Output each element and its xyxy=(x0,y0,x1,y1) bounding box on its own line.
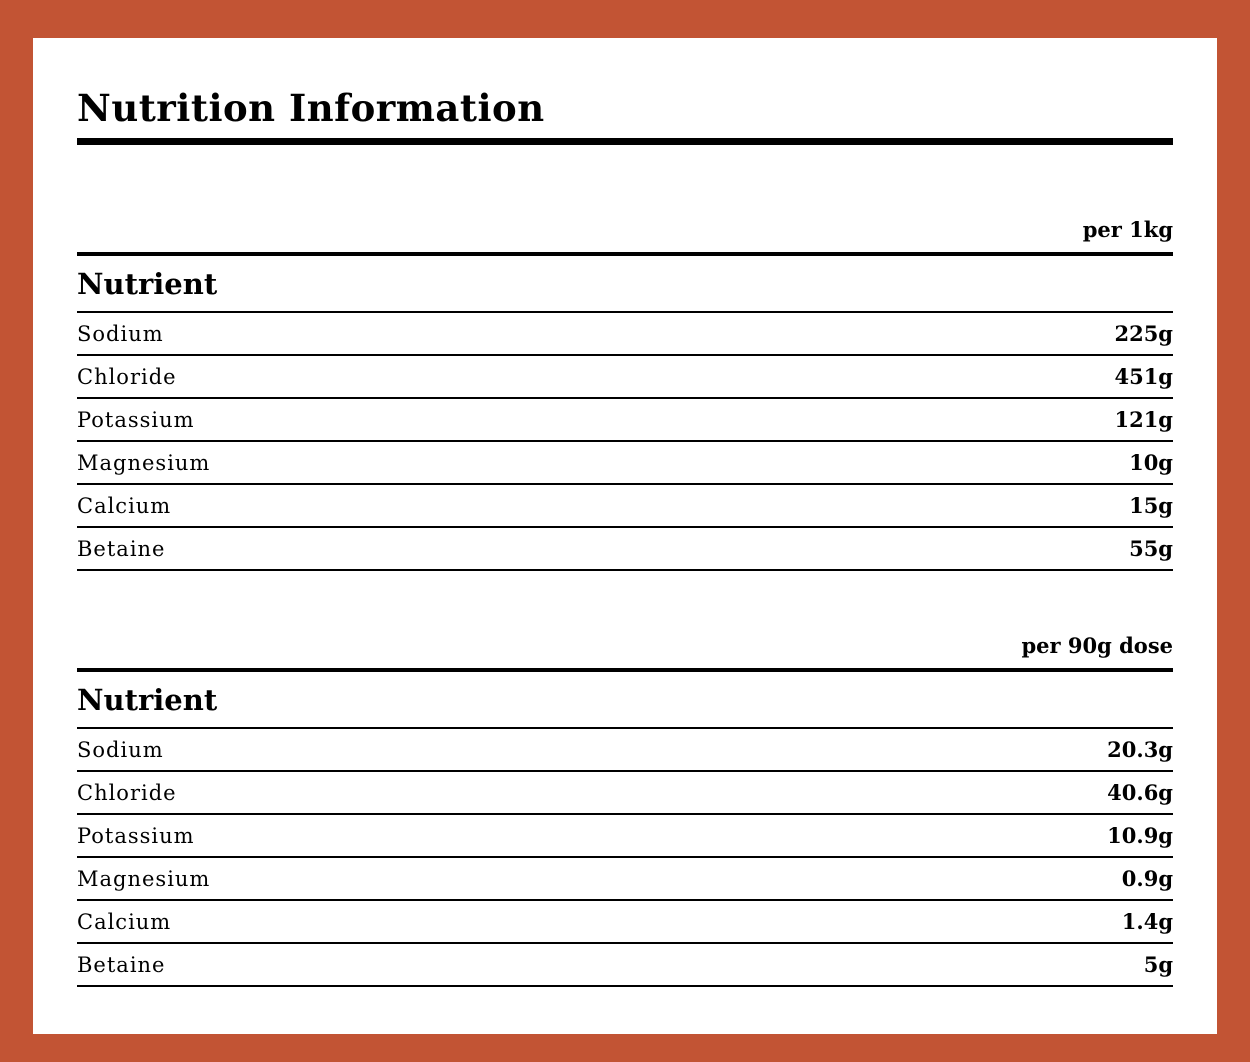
nutrient-name: Betaine xyxy=(77,537,166,561)
table-row xyxy=(77,442,1173,485)
nutrient-value: 20.3g xyxy=(1107,737,1173,762)
nutrient-name: Potassium xyxy=(77,408,195,432)
per-unit-label: per 90g dose xyxy=(1021,633,1173,658)
page-title: Nutrition Information xyxy=(77,86,545,130)
nutrient-value: 55g xyxy=(1129,536,1173,561)
table-header-divider xyxy=(77,668,1173,672)
nutrient-name: Chloride xyxy=(77,365,177,389)
nutrient-value: 40.6g xyxy=(1107,780,1173,805)
nutrient-value: 10.9g xyxy=(1107,823,1173,848)
per-unit-label: per 1kg xyxy=(1082,217,1173,242)
nutrient-name: Magnesium xyxy=(77,451,211,475)
nutrient-column-header: Nutrient xyxy=(77,267,218,301)
title-divider xyxy=(77,138,1173,145)
nutrient-value: 5g xyxy=(1143,952,1173,977)
table-row xyxy=(77,399,1173,442)
nutrient-name: Calcium xyxy=(77,910,172,934)
nutrient-name: Chloride xyxy=(77,781,177,805)
table-row xyxy=(77,901,1173,944)
nutrient-value: 15g xyxy=(1129,493,1173,518)
nutrient-value: 1.4g xyxy=(1121,909,1173,934)
nutrient-column-header: Nutrient xyxy=(77,683,218,717)
nutrient-name: Betaine xyxy=(77,953,166,977)
nutrient-name: Calcium xyxy=(77,494,172,518)
nutrient-name: Sodium xyxy=(77,322,164,346)
table-row xyxy=(77,815,1173,858)
table-row xyxy=(77,485,1173,528)
table-row xyxy=(77,313,1173,356)
nutrient-name: Sodium xyxy=(77,738,164,762)
nutrient-value: 0.9g xyxy=(1121,866,1173,891)
table-row xyxy=(77,944,1173,987)
table-row xyxy=(77,528,1173,571)
table-header-divider xyxy=(77,252,1173,256)
table-row xyxy=(77,772,1173,815)
nutrition-panel xyxy=(33,38,1217,1034)
table-rows xyxy=(77,727,1173,987)
nutrient-value: 10g xyxy=(1129,450,1173,475)
table-rows xyxy=(77,311,1173,571)
table-row xyxy=(77,729,1173,772)
nutrient-value: 451g xyxy=(1114,364,1173,389)
nutrient-name: Magnesium xyxy=(77,867,211,891)
nutrient-name: Potassium xyxy=(77,824,195,848)
table-row xyxy=(77,858,1173,901)
nutrient-value: 225g xyxy=(1114,321,1173,346)
table-row xyxy=(77,356,1173,399)
nutrient-value: 121g xyxy=(1114,407,1173,432)
